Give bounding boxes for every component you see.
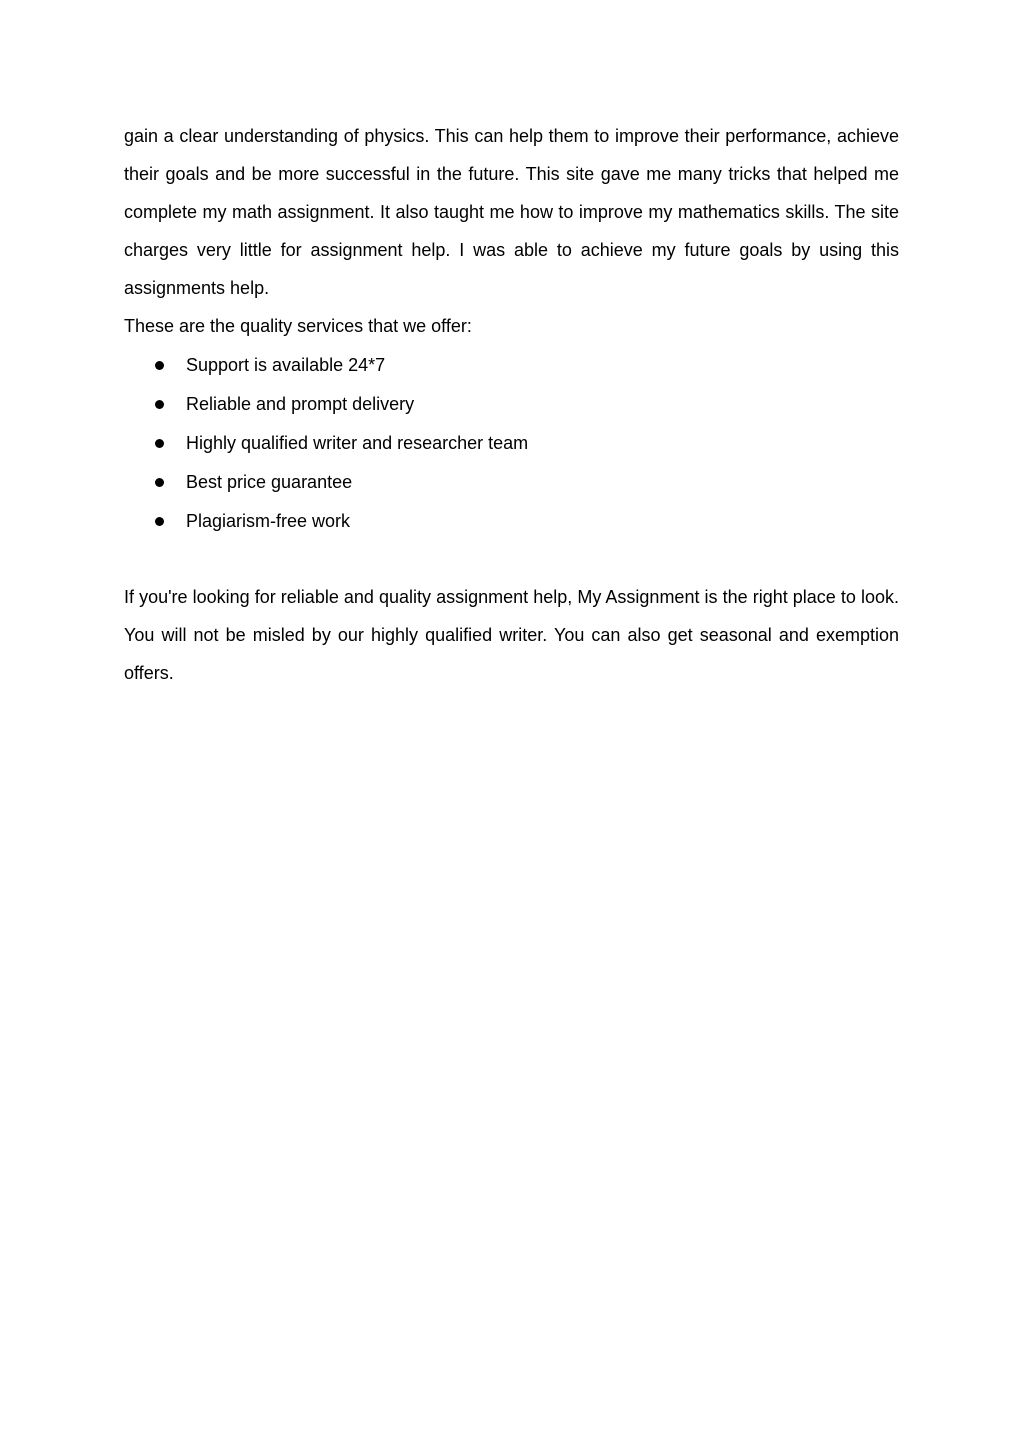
bullet-icon — [155, 400, 164, 409]
list-item-text: Highly qualified writer and researcher team — [186, 433, 529, 453]
document-body — [124, 117, 899, 692]
bullet-icon — [155, 439, 164, 448]
bullet-icon — [155, 478, 164, 487]
services-intro: These are the quality services that we offer: — [124, 316, 472, 336]
list-item — [124, 346, 899, 385]
list-item — [124, 385, 899, 424]
body-paragraph-1: gain a clear understanding of physics. This can help them to improve their performance, achieve their goals and be more successful in the future. This site gave me many tricks that helped me complete my math assignment. It also taught me how to improve my mathematics skills. The site charges very little for assignment help. I was able to achieve my future goals by using this assignments help. — [124, 126, 899, 298]
list-item-text: Support is available 24*7 — [186, 355, 386, 375]
list-item — [124, 424, 899, 463]
list-item-text: Best price guarantee — [186, 472, 353, 492]
body-paragraph-2: If you're looking for reliable and quality assignment help, My Assignment is the right place to look. You will not be misled by our highly qualified writer. You can also get seasonal and exemption offers. — [124, 587, 899, 683]
list-item-text: Plagiarism-free work — [186, 511, 351, 531]
list-item-text: Reliable and prompt delivery — [186, 394, 415, 414]
bullet-icon — [155, 361, 164, 370]
list-item — [124, 502, 899, 541]
services-list — [124, 346, 899, 541]
bullet-icon — [155, 517, 164, 526]
list-item — [124, 463, 899, 502]
